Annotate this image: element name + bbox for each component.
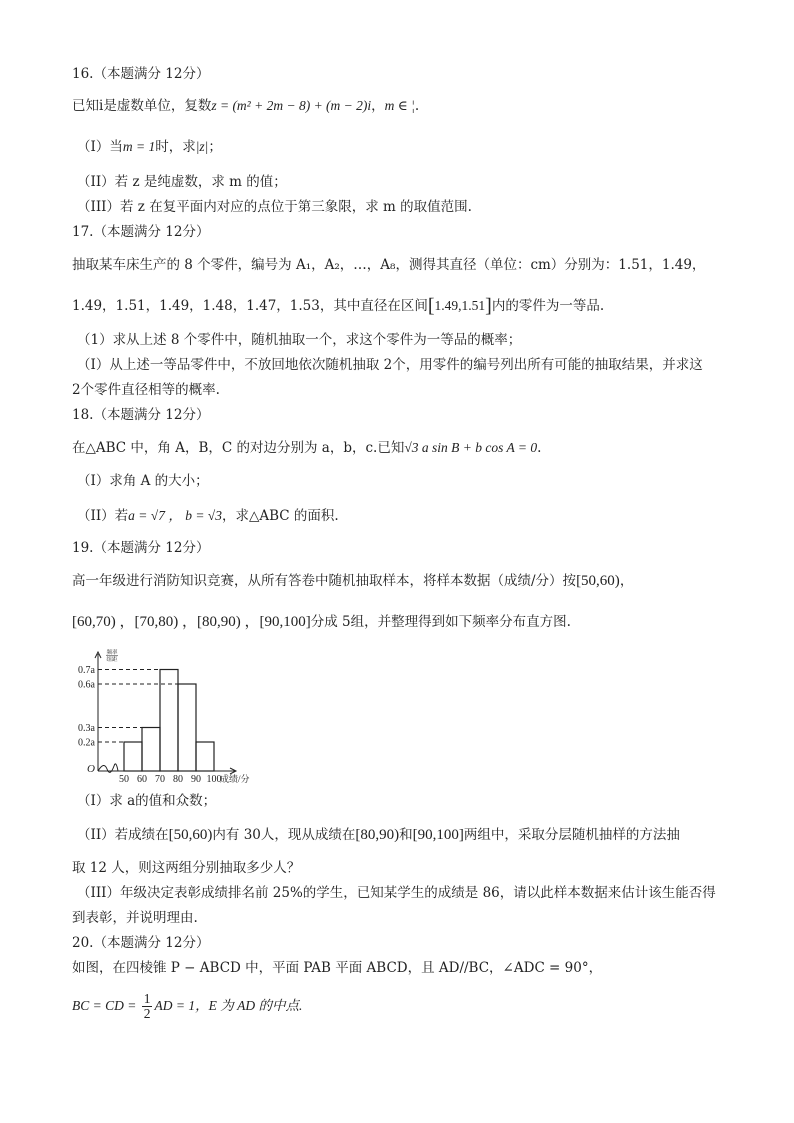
q19-stem-sep: ， — [619, 573, 634, 589]
q19-part2-interval-3: [90,100] — [412, 827, 464, 843]
q19-part2-label: （II）若成绩在 — [77, 827, 169, 843]
x-axis-label: 成绩/分 — [220, 774, 250, 784]
q20-stem-line1: 如图，在四棱锥 P − ABCD 中，平面 PAB 平面 ABCD，且 AD//BC，∠ADC = 90°， — [72, 960, 603, 976]
right-bracket: ] — [485, 295, 492, 317]
q17-stem-line2 — [72, 296, 604, 316]
q17-header: 17.（本题满分 12分） — [72, 224, 210, 240]
x-tick-label: 90 — [191, 774, 201, 785]
q19-part2-cont: 取 12 人，则这两组分别抽取多少人？ — [72, 860, 301, 876]
y-tick-label: 0.6a — [78, 679, 95, 691]
q18-stem-formula: √3 a sin B + b cos A = 0 — [404, 440, 538, 455]
q16-stem-domain: m ∈ ¦ — [384, 98, 415, 113]
histogram-bar — [160, 670, 178, 772]
q19-stem-line1 — [72, 571, 633, 591]
x-tick-label: 50 — [119, 774, 129, 785]
q19-part2-interval-2: [80,90) — [355, 827, 400, 843]
q19-intervals: [60,70) ，[70,80) ，[80,90) ，[90,100] — [72, 614, 311, 630]
histogram-guides — [98, 670, 178, 743]
q17-part1: （1）求从上述 8 个零件中，随机抽取一个，求这个零件为一等品的概率； — [77, 332, 522, 348]
q18-part2 — [77, 506, 339, 526]
histogram-axes — [95, 652, 236, 774]
q18-stem-end: . — [537, 440, 542, 456]
q16-part1-abs: |z| — [195, 139, 209, 154]
q16-part2: （II）若 z 是纯虚数，求 m 的值； — [77, 174, 287, 190]
histogram-bar — [178, 684, 196, 771]
x-tick-label: 60 — [137, 774, 147, 785]
q19-part3: （III）年级决定表彰成绩排名前 25%的学生，已知某学生的成绩是 86，请以此样本数据来估计该生能否得 — [77, 885, 716, 901]
q19-stem-end: 分成 5组，并整理得到如下频率分布直方图. — [310, 614, 571, 630]
histogram-bar — [196, 742, 214, 771]
origin-label: O — [87, 763, 95, 775]
x-tick-label: 80 — [173, 774, 183, 785]
y-tick-label: 0.3a — [78, 723, 95, 734]
q20-stem-line2 — [72, 992, 302, 1021]
q18-stem — [72, 438, 541, 458]
q19-stem-line2 — [72, 612, 571, 632]
q20-header: 20.（本题满分 12分） — [72, 935, 210, 951]
q20-fraction-numerator: 1 — [143, 991, 151, 1006]
q17-stem-end: 内的零件为一等品. — [491, 298, 605, 314]
q18-part1: （I）求角 A 的大小； — [77, 473, 209, 489]
left-bracket: [ — [427, 295, 435, 317]
q17-interval: 1.49,1.51 — [434, 298, 486, 313]
q20-equation-left: BC = CD = — [72, 998, 140, 1013]
q19-part2 — [77, 825, 680, 845]
q16-stem-sep: ， — [371, 98, 385, 114]
q19-stem-text: 高一年级进行消防知识竞赛，从所有答卷中随机抽取样本，将样本数据（成绩/分）按 — [72, 573, 577, 589]
q16-part1-cond: m = 1 — [122, 139, 156, 154]
q16-stem-formula: z = (m² + 2m − 8) + (m − 2)i — [211, 98, 372, 113]
q16-part1 — [77, 137, 222, 157]
q17-part2: （I）从上述一等品零件中，不放回地依次随机抽取 2个，用零件的编号列出所有可能的抽取结果，并求这 — [77, 357, 703, 373]
q19-part2-and: 和 — [399, 827, 413, 843]
q20-fraction-denominator: 2 — [143, 1006, 151, 1021]
q19-part2-interval-1: [50,60) — [168, 827, 213, 843]
x-tick-label: 70 — [155, 774, 165, 785]
histogram-bar — [124, 742, 142, 771]
histogram-bars — [124, 670, 214, 772]
q16-part3: （III）若 z 在复平面内对应的点位于第三象限，求 m 的取值范围. — [77, 199, 472, 215]
q16-stem-text: 已知i是虚数单位，复数 — [72, 98, 212, 114]
q17-stem-text: 1.49，1.51，1.49，1.48，1.47，1.53，其中直径在区间 — [72, 298, 428, 314]
q19-part1: （I）求 a的值和众数； — [77, 793, 217, 809]
q19-part2-text1: 内有 30人，现从成绩在 — [212, 827, 356, 843]
q20-equation-right: AD = 1，E 为 AD 的中点. — [154, 998, 303, 1013]
q19-interval-1: [50,60) — [576, 573, 620, 589]
x-tick-label: 100 — [206, 774, 222, 785]
y-tick-label: 0.7a — [78, 665, 95, 676]
q17-stem-line1: 抽取某车床生产的 8 个零件，编号为 A₁，A₂，…，A₈，测得其直径（单位：cm）分别为：1.51，1.49， — [72, 257, 706, 273]
y-axis-label-bottom: 组距 — [106, 657, 118, 663]
frequency-histogram — [72, 646, 292, 788]
q17-part2-cont: 2个零件直径相等的概率. — [72, 382, 220, 398]
q18-header: 18.（本题满分 12分） — [72, 407, 210, 423]
y-tick-label: 0.2a — [78, 737, 95, 749]
q18-part2-text: ，求△ABC 的面积. — [221, 508, 339, 524]
q16-part1-end: ； — [208, 139, 222, 155]
q16-header: 16.（本题满分 12分） — [72, 66, 210, 82]
q18-part2-label: （II）若 — [77, 508, 129, 524]
q20-fraction — [142, 992, 153, 1021]
q19-part3-cont: 到表彰，并说明理由. — [72, 910, 198, 926]
q18-stem-text: 在△ABC 中，角 A，B，C 的对边分别为 a，b，c.已知 — [72, 440, 405, 456]
histogram-bar — [142, 728, 160, 772]
q19-header: 19.（本题满分 12分） — [72, 540, 210, 556]
q16-stem-end: . — [414, 98, 420, 114]
q16-stem — [72, 96, 419, 116]
q16-part1-text: 时，求 — [155, 139, 196, 155]
q19-part2-text2: 两组中，采取分层随机抽样的方法抽 — [463, 827, 680, 843]
y-axis-label-top: 频率 — [106, 650, 118, 656]
histogram-labels — [78, 648, 249, 785]
q18-part2-formula: a = √7 ， b = √3 — [128, 508, 222, 523]
q16-part1-label: （I）当 — [77, 139, 123, 155]
